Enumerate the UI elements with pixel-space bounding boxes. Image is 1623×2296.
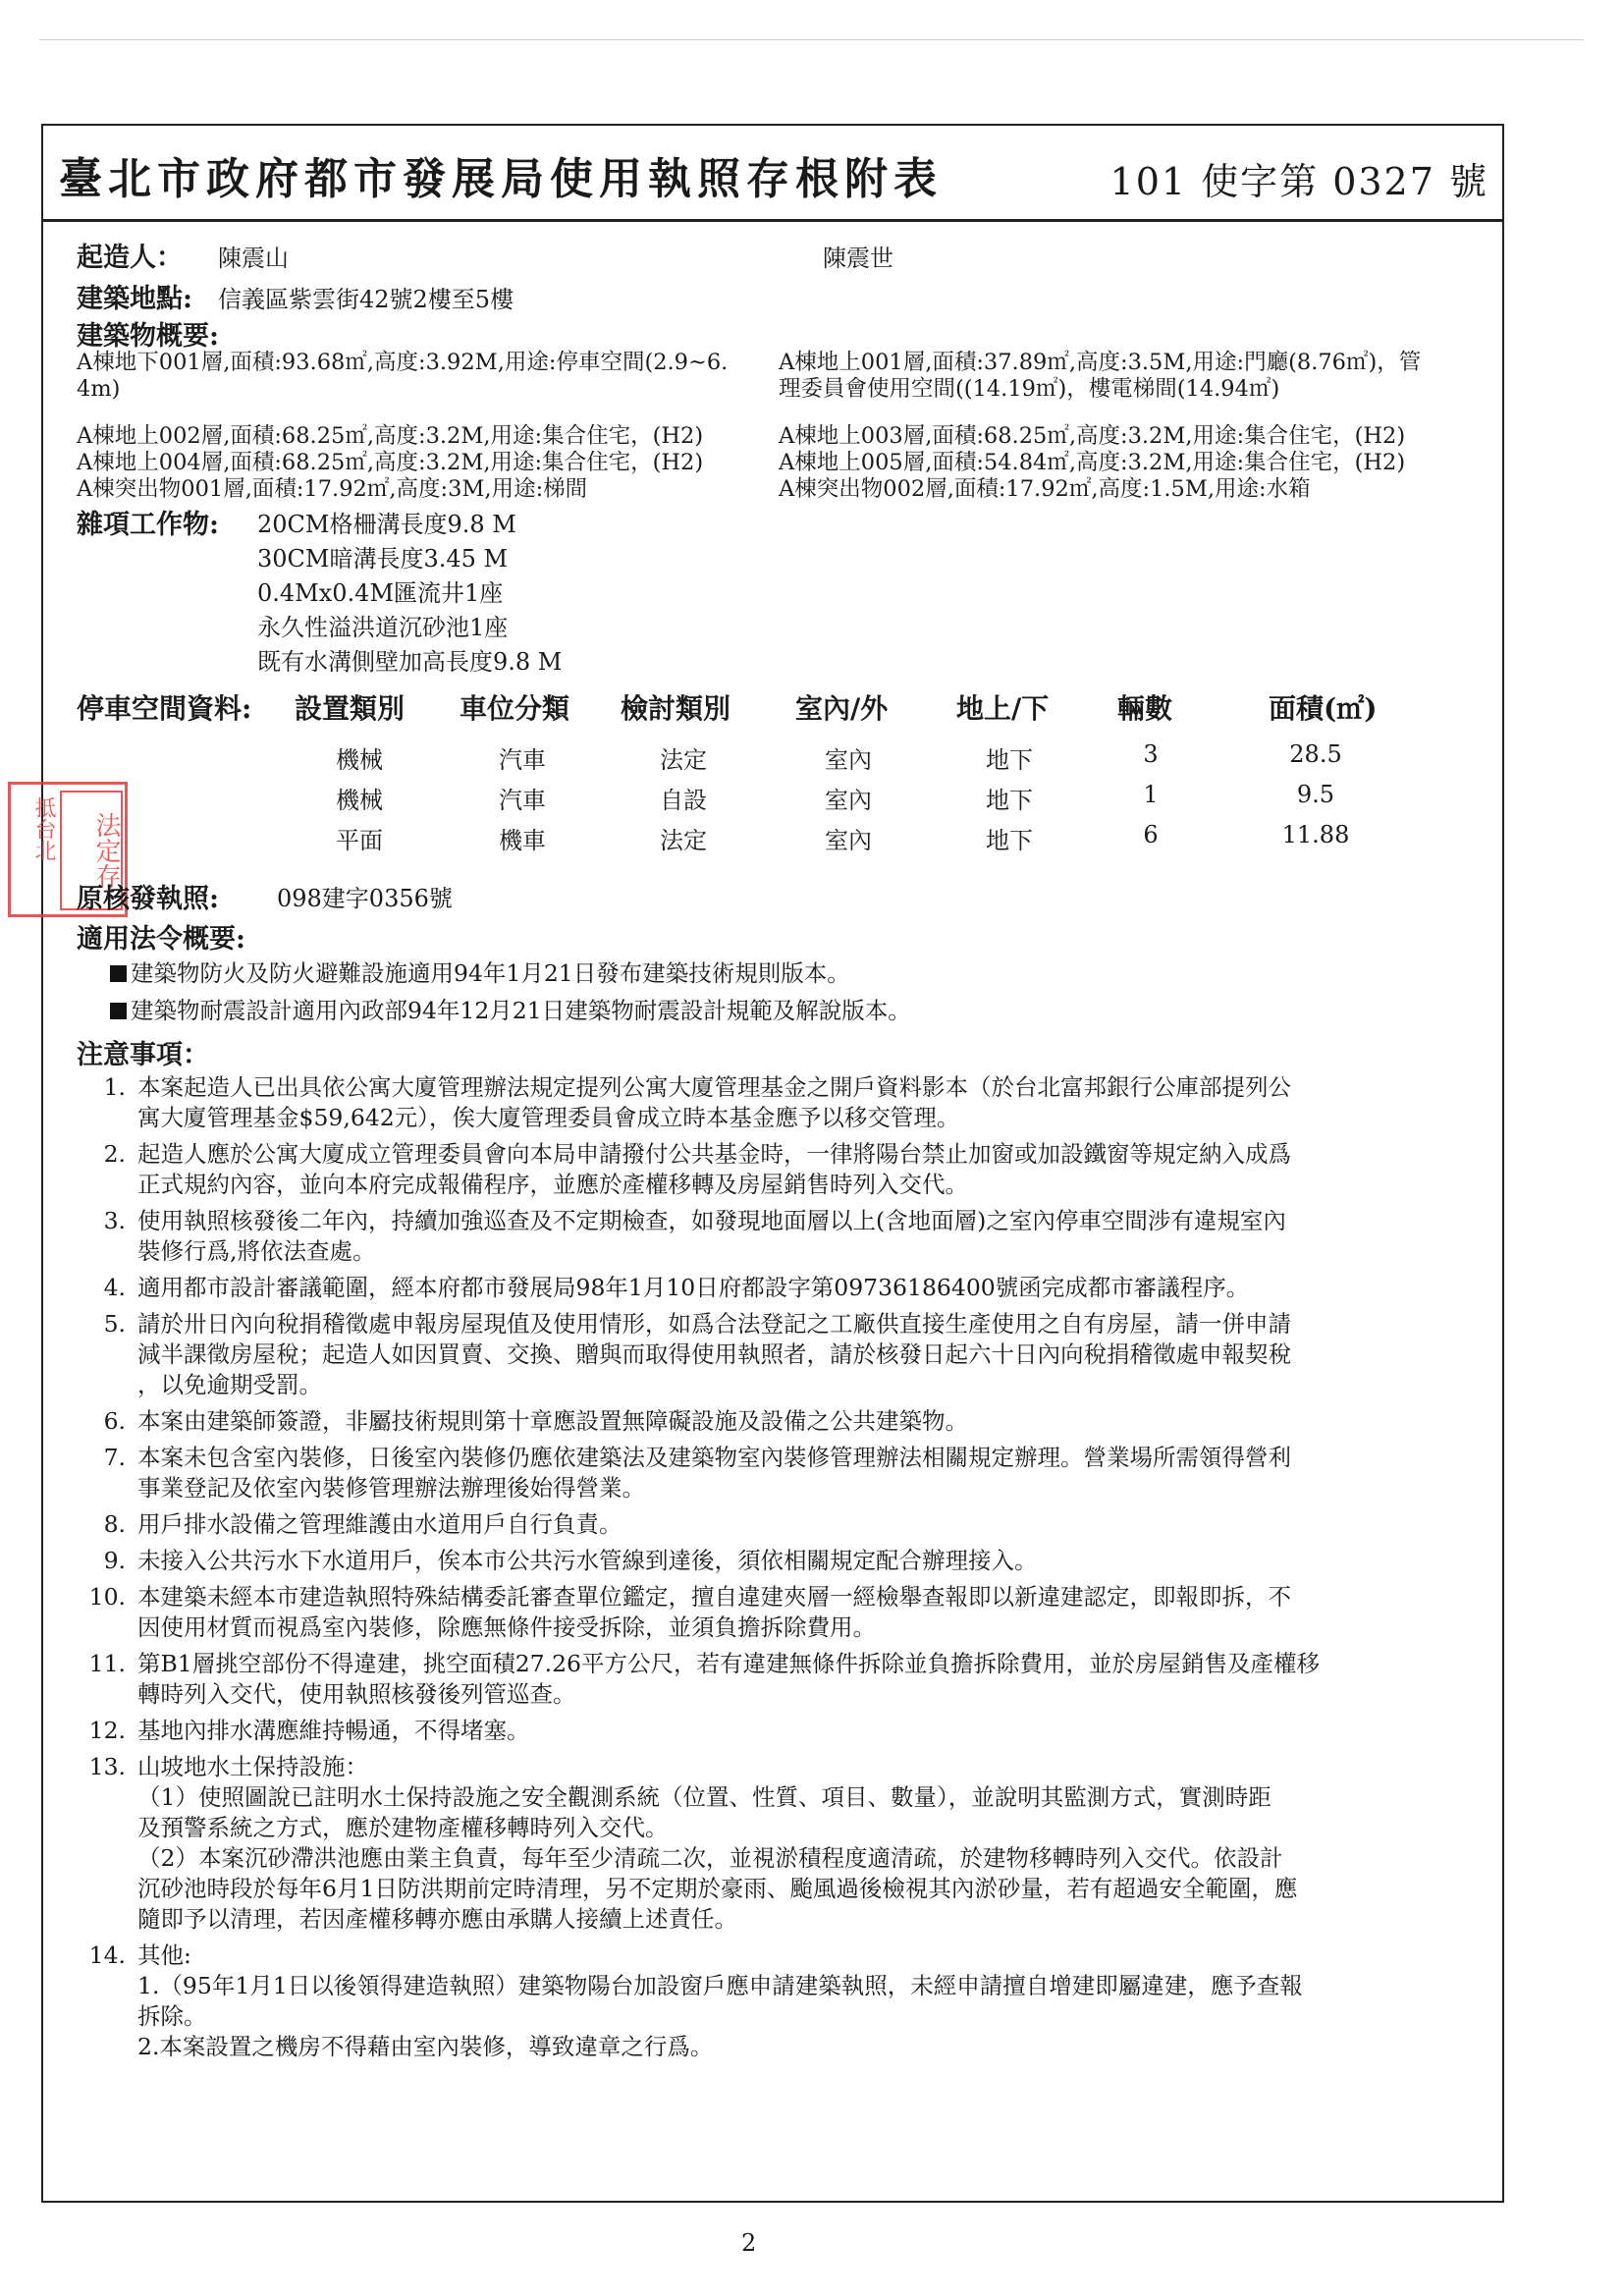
note-text — [137, 1582, 1443, 1643]
parking-cell: 地下 — [986, 827, 1033, 854]
builder-label: 起造人： — [77, 243, 183, 273]
parking-cell: 28.5 — [1289, 740, 1342, 768]
note-number: 9. — [103, 1547, 126, 1574]
law-text: 建築物防火及防火避難設施適用94年1月21日發布建築技術規則版本。 — [131, 959, 850, 987]
parking-cell: 法定 — [660, 827, 707, 854]
note-line: 轉時列入交代，使用執照核發後列管巡查。 — [137, 1680, 576, 1708]
note-item — [77, 1309, 1451, 1400]
note-line: 及預警系統之方式，應於建物產權移轉時列入交代。 — [137, 1814, 669, 1841]
note-line: 其他: — [137, 1941, 191, 1969]
stamp-main-text: 法定存 — [60, 791, 123, 910]
title-row — [43, 126, 1502, 222]
note-number: 3. — [103, 1207, 126, 1234]
overview-right-line: A棟地上005層,面積:54.84㎡,高度:3.2M,用途:集合住宅，(H2) — [779, 450, 1406, 475]
parking-header: 設置類別 — [295, 692, 406, 725]
misc-work-item: 30CM暗溝長度3.45 M — [257, 545, 509, 573]
bullet-square-icon — [110, 965, 127, 982]
note-line: 請於卅日內向稅捐稽徵處申報房屋現值及使用情形，如爲合法登記之工廠供直接生產使用之自有房屋，請一併申請 — [137, 1310, 1291, 1338]
note-line: 因使用材質而視爲室內裝修，除應無條件接受拆除，並須負擔拆除費用。 — [137, 1613, 876, 1641]
note-line: 1.（95年1月1日以後領得建造執照）建築物陽台加設窗戶應申請建築執照，未經申請擅自增建即屬違建，應予查報 — [137, 1972, 1303, 1999]
note-text — [137, 1941, 1443, 2062]
overview-left-line: A棟突出物001層,面積:17.92㎡,高度:3M,用途:梯間 — [77, 476, 588, 502]
overview-label: 建築物概要: — [77, 321, 219, 352]
note-item — [77, 1752, 1451, 1935]
original-permit-value: 098建字0356號 — [277, 885, 453, 912]
note-line: 隨即予以清理，若因產權移轉亦應由承購人接續上述責任。 — [137, 1905, 737, 1933]
overview-right-line: A棟地上003層,面積:68.25㎡,高度:3.2M,用途:集合住宅，(H2) — [779, 423, 1406, 449]
note-line: 本建築未經本市建造執照特殊結構委託審查單位鑑定，擅自違建夾層一經檢舉查報即以新違建認定，即報即拆，不 — [137, 1583, 1291, 1611]
parking-cell: 地下 — [986, 787, 1033, 814]
note-item — [77, 1509, 1451, 1540]
note-line: 未接入公共污水下水道用戶，俟本市公共污水管線到達後，須依相關規定配合辦理接入。 — [137, 1547, 1038, 1574]
note-item — [77, 1139, 1451, 1200]
laws-label: 適用法令概要: — [77, 924, 245, 955]
note-text — [137, 1406, 1443, 1437]
note-line: 用戶排水設備之管理維護由水道用戶自行負責。 — [137, 1510, 622, 1538]
note-text — [137, 1752, 1443, 1935]
note-item — [77, 1941, 1451, 2062]
law-item — [110, 992, 911, 1025]
note-item — [77, 1206, 1451, 1267]
note-number: 11. — [88, 1650, 126, 1677]
builder-name-2: 陳震世 — [823, 245, 893, 272]
note-line: ，以免逾期受罰。 — [137, 1371, 322, 1398]
note-line: 減半課徵房屋稅；起造人如因買賣、交換、贈與而取得使用執照者，請於核發日起六十日內向稅捐稽徵處申報契稅 — [137, 1340, 1291, 1368]
law-text: 建築物耐震設計適用內政部94年12月21日建築物耐震設計規範及解說版本。 — [131, 997, 911, 1024]
misc-work-item: 0.4Mx0.4M匯流井1座 — [257, 579, 504, 607]
note-line: 第B1層挑空部份不得違建，挑空面積27.26平方公尺，若有違建無條件拆除並負擔拆除費用，並於房屋銷售及產權移 — [137, 1650, 1320, 1677]
overview-right-column — [779, 350, 1486, 503]
parking-header: 面積(㎡) — [1269, 692, 1378, 725]
parking-label: 停車空間資料: — [77, 692, 252, 725]
note-line: 事業登記及依室內裝修管理辦法辦理後始得營業。 — [137, 1474, 645, 1502]
parking-cell: 平面 — [336, 827, 383, 854]
notes-label: 注意事項： — [77, 1040, 209, 1070]
note-number: 4. — [103, 1274, 126, 1301]
parking-cell: 室內 — [825, 746, 872, 774]
note-text — [137, 1649, 1443, 1710]
parking-header: 檢討類別 — [621, 692, 731, 725]
stamp-side-text: 抵台北 — [31, 796, 56, 861]
overview-right-line: A棟突出物002層,面積:17.92㎡,高度:1.5M,用途:水箱 — [779, 476, 1311, 502]
parking-cell: 汽車 — [499, 787, 546, 814]
parking-cell: 9.5 — [1296, 781, 1335, 808]
note-line: 沉砂池時段於每年6月1日防洪期前定時清理，另不定期於豪雨、颱風過後檢視其內淤砂量，若有超過安全範圍，應 — [137, 1875, 1298, 1902]
note-line: 本案由建築師簽證，非屬技術規則第十章應設置無障礙設施及設備之公共建築物。 — [137, 1407, 968, 1435]
note-number: 10. — [88, 1583, 126, 1611]
note-text — [137, 1546, 1443, 1576]
overview-right-line: A棟地上001層,面積:37.89㎡,高度:3.5M,用途:門廳(8.76㎡)，管 — [779, 350, 1422, 375]
parking-cell: 3 — [1143, 740, 1159, 768]
note-item — [77, 1716, 1451, 1746]
parking-cell: 地下 — [986, 746, 1033, 774]
parking-cell: 自設 — [660, 787, 707, 814]
overview-left-line: 4m) — [77, 376, 121, 402]
note-item — [77, 1546, 1451, 1576]
document-title: 臺北市政府都市發展局使用執照存根附表 — [59, 154, 943, 204]
permit-number: 101 使字第 0327 號 — [1109, 160, 1488, 203]
misc-works-label: 雜項工作物: — [77, 510, 219, 540]
note-item — [77, 1443, 1451, 1503]
parking-cell: 機械 — [336, 746, 383, 774]
note-text — [137, 1443, 1443, 1503]
overview-left-line: A棟地下001層,面積:93.68㎡,高度:3.92M,用途:停車空間(2.9~6. — [77, 350, 729, 375]
note-line: 拆除。 — [137, 2002, 207, 2030]
misc-work-item: 20CM格柵溝長度9.8 M — [257, 511, 516, 538]
parking-cell: 汽車 — [499, 746, 546, 774]
parking-cell: 6 — [1143, 821, 1159, 848]
note-number: 7. — [103, 1444, 126, 1471]
site-value: 信義區紫雲街42號2樓至5樓 — [218, 286, 514, 313]
note-item — [77, 1072, 1451, 1133]
note-item — [77, 1582, 1451, 1643]
note-text — [137, 1309, 1443, 1400]
note-line: 正式規約內容，並向本府完成報備程序，並應於產權移轉及房屋銷售時列入交代。 — [137, 1171, 968, 1198]
note-text — [137, 1273, 1443, 1303]
note-number: 8. — [103, 1510, 126, 1538]
parking-cell: 室內 — [825, 787, 872, 814]
note-line: 裝修行爲,將依法查處。 — [137, 1237, 376, 1265]
note-text — [137, 1139, 1443, 1200]
note-line: 基地內排水溝應維持暢通，不得堵塞。 — [137, 1717, 530, 1744]
note-text — [137, 1716, 1443, 1746]
parking-header: 室內/外 — [795, 692, 889, 725]
note-line: 2.本案設置之機房不得藉由室內裝修，導致違章之行爲。 — [137, 2033, 714, 2060]
bullet-square-icon — [110, 1003, 127, 1019]
note-line: 寓大廈管理基金$59,642元），俟大廈管理委員會成立時本基金應予以移交管理。 — [137, 1104, 960, 1131]
note-line: 本案起造人已出具依公寓大廈管理辦法規定提列公寓大廈管理基金之開戶資料影本（於台北富邦銀行公庫部提列公 — [137, 1073, 1291, 1101]
note-number: 12. — [88, 1717, 126, 1744]
note-number: 5. — [103, 1310, 126, 1338]
note-number: 14. — [88, 1941, 126, 1969]
overview-left-line: A棟地上004層,面積:68.25㎡,高度:3.2M,用途:集合住宅，(H2) — [77, 450, 704, 475]
parking-header: 地上/下 — [956, 692, 1050, 725]
note-text — [137, 1509, 1443, 1540]
overview-left-line: A棟地上002層,面積:68.25㎡,高度:3.2M,用途:集合住宅，(H2) — [77, 423, 704, 449]
overview-right-line: 理委員會使用空間((14.19㎡)，樓電梯間(14.94㎡) — [779, 376, 1280, 402]
note-line: 適用都市設計審議範圍，經本府都市發展局98年1月10日府都設字第09736186400號函完成都市審議程序。 — [137, 1274, 1250, 1301]
parking-cell: 機械 — [336, 787, 383, 814]
misc-work-item: 既有水溝側壁加高長度9.8 M — [257, 648, 563, 676]
note-number: 1. — [103, 1073, 126, 1101]
overview-left-column — [77, 350, 784, 503]
note-text — [137, 1206, 1443, 1267]
note-number: 6. — [103, 1407, 126, 1435]
note-item — [77, 1649, 1451, 1710]
parking-cell: 法定 — [660, 746, 707, 774]
note-text — [137, 1072, 1443, 1133]
parking-header: 車位分類 — [460, 692, 570, 725]
site-label: 建築地點: — [77, 284, 192, 314]
parking-header: 輛數 — [1117, 692, 1173, 725]
parking-cell: 機車 — [499, 827, 546, 854]
note-line: 山坡地水土保持設施： — [137, 1753, 368, 1780]
note-line: 起造人應於公寓大廈成立管理委員會向本局申請撥付公共基金時，一律將陽台禁止加窗或加設鐵窗等規定納入成爲 — [137, 1140, 1291, 1168]
parking-cell: 室內 — [825, 827, 872, 854]
note-number: 13. — [88, 1753, 126, 1780]
note-line: 本案未包含室內裝修，日後室內裝修仍應依建築法及建築物室內裝修管理辦法相關規定辦理。營業場所需領得營利 — [137, 1444, 1291, 1471]
page-number: 2 — [741, 2229, 757, 2257]
parking-cell: 11.88 — [1281, 821, 1350, 848]
top-edge-line — [39, 39, 1584, 40]
note-line: （2）本案沉砂滯洪池應由業主負責，每年至少清疏二次，並視淤積程度適清疏，於建物移轉時列入交代。依設計 — [137, 1844, 1283, 1872]
note-line: 使用執照核發後二年內，持續加強巡查及不定期檢查，如發現地面層以上(含地面層)之室內停車空間涉有違規室內 — [137, 1207, 1286, 1234]
note-item — [77, 1273, 1451, 1303]
note-number: 2. — [103, 1140, 126, 1168]
parking-cell: 1 — [1143, 781, 1159, 808]
note-line: （1）使照圖說已註明水土保持設施之安全觀測系統（位置、性質、項目、數量），並說明其監測方式，實測時距 — [137, 1783, 1271, 1811]
note-item — [77, 1406, 1451, 1437]
original-permit-label: 原核發執照: — [77, 884, 219, 914]
builder-name-1: 陳震山 — [218, 245, 289, 272]
law-item — [110, 955, 850, 988]
misc-work-item: 永久性溢洪道沉砂池1座 — [257, 614, 509, 641]
